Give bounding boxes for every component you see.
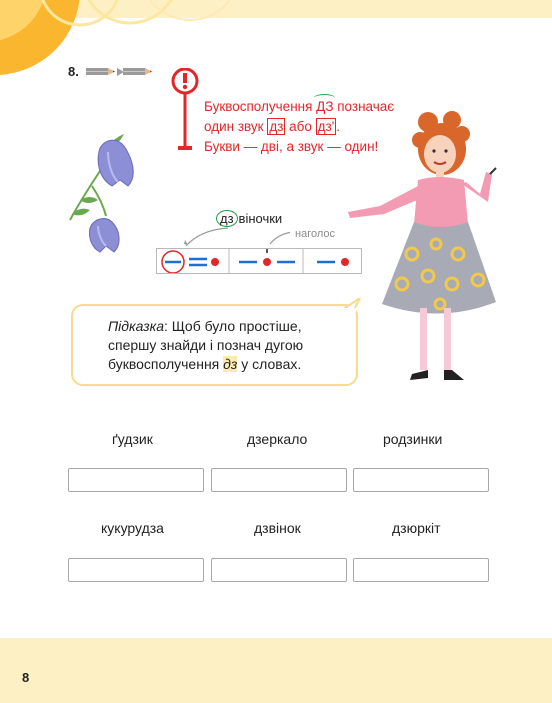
word-label: ґудзик (112, 431, 153, 447)
rule-line1-end: позначає (333, 99, 395, 114)
hint-text-b: у словах. (237, 356, 302, 372)
rule-dz-letters: ДЗ (316, 99, 334, 114)
page-number: 8 (22, 670, 30, 685)
sound-scheme-icon (157, 249, 361, 273)
word-label: родзинки (383, 431, 443, 447)
bottom-band (0, 638, 552, 703)
answer-box[interactable] (68, 468, 204, 492)
answer-box[interactable] (353, 468, 489, 492)
bellflower-icon (62, 128, 142, 258)
example-dz-letters: дз (216, 210, 238, 227)
answer-box[interactable] (68, 558, 204, 582)
sound-box-dz-soft: дз' (317, 119, 335, 134)
hint-bubble-tail-icon (340, 298, 362, 312)
rule-line2-end: . (336, 119, 341, 134)
hint-text-a: : Щоб було простіше, спершу знайди і познач дугою буквосполучення (108, 318, 304, 372)
attention-sign-icon (170, 68, 200, 154)
word-label: дзеркало (247, 431, 308, 447)
pointer-arrows-icon (170, 224, 290, 246)
exercise-number: 8. (68, 64, 79, 79)
hint-text (108, 317, 348, 374)
word-label: дзвінок (254, 520, 301, 536)
stress-label: наголос (295, 228, 335, 240)
rule-line3: Букви — дві, а звук — один! (204, 139, 379, 154)
sound-scheme (156, 248, 362, 274)
rule-line2-start: один звук (204, 119, 268, 134)
hint-label: Підказка (108, 318, 164, 334)
pencil-red-icon (123, 67, 153, 77)
pencil-icon (86, 67, 116, 77)
word-label: дзюркіт (392, 520, 441, 536)
word-label: кукурудза (101, 520, 164, 536)
answer-box[interactable] (211, 468, 347, 492)
sound-box-dz: дз (269, 119, 284, 134)
answer-box[interactable] (353, 558, 489, 582)
hint-letters: дз (223, 356, 238, 372)
teacher-illustration-icon (340, 94, 500, 394)
rule-line2-mid: або (285, 119, 316, 134)
rule-line1-start: Буквосполучення (204, 99, 317, 114)
answer-box[interactable] (211, 558, 347, 582)
example-word-rest: віночки (238, 211, 283, 226)
